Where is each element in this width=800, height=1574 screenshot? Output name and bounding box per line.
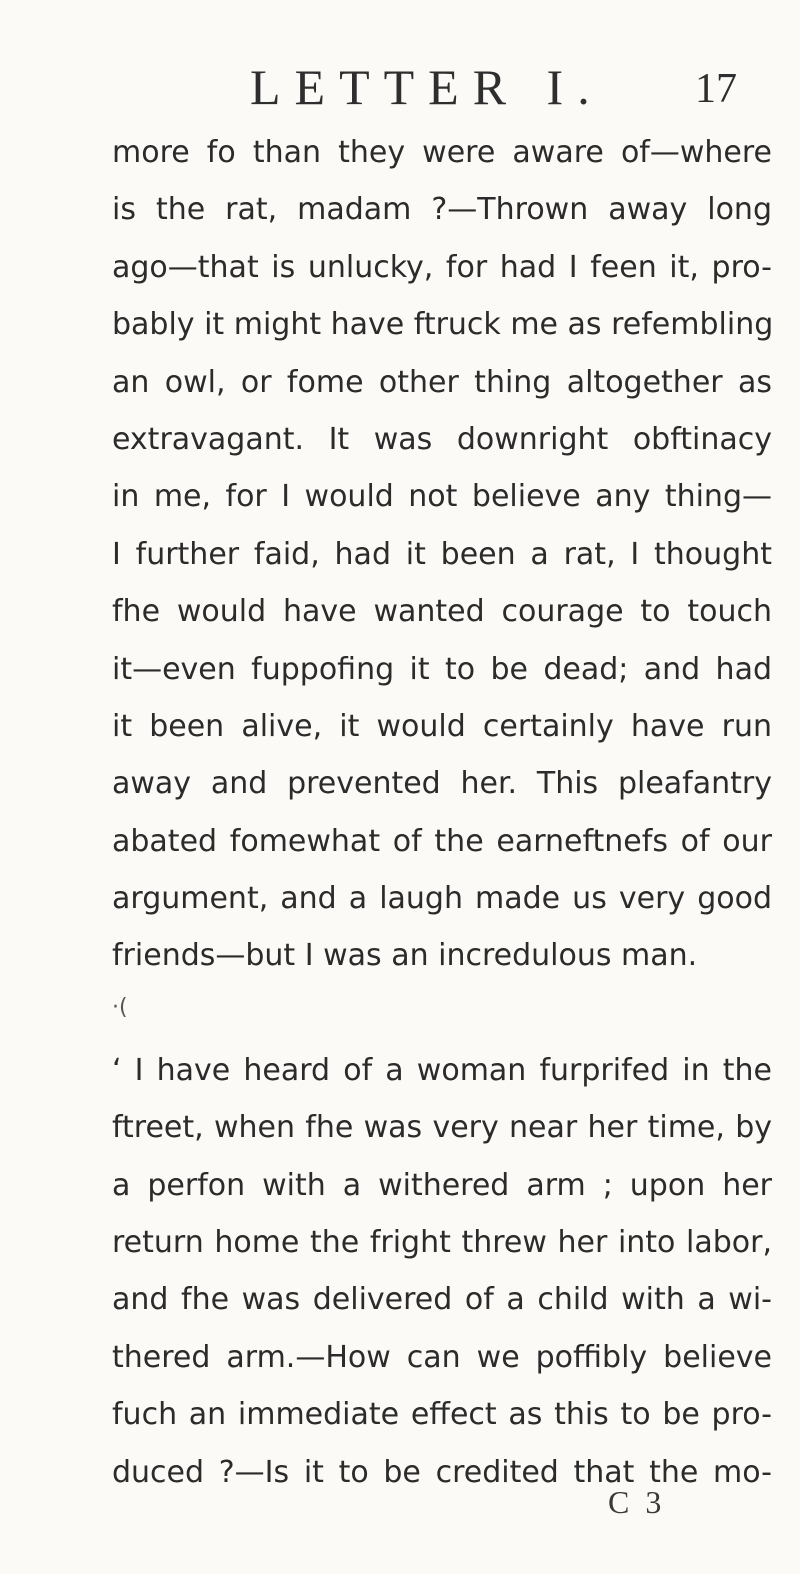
body-text <box>112 124 772 1501</box>
text-line: more fo than they were aware of—where <box>112 135 772 170</box>
text-line: ago—that is unlucky, for had I feen it, pro- <box>112 249 772 285</box>
text-line: in me, for I would not believe any thing— <box>112 479 772 515</box>
running-head <box>0 59 800 115</box>
running-title: LETTER I. <box>250 59 604 115</box>
paragraph-break <box>112 985 772 1042</box>
text-line: it—even fuppofing it to be dead; and had <box>112 651 772 687</box>
text-line: thered arm.—How can we poffibly believe <box>112 1339 772 1375</box>
text-line: an owl, or fome other thing altogether as <box>112 364 772 400</box>
text-line: argument, and a laugh made us very good <box>112 881 772 917</box>
text-line: and fhe was delivered of a child with a wi- <box>112 1282 772 1318</box>
text-line: a perfon with a withered arm ; upon her <box>112 1167 772 1203</box>
text-line: abated fomewhat of the earneftnefs of our <box>112 823 772 859</box>
text-line: is the rat, madam ?—Thrown away long <box>112 192 772 228</box>
page-number: 17 <box>695 66 737 112</box>
paragraph-1 <box>112 124 772 985</box>
text-line: duced ?—Is it to be credited that the mo- <box>112 1454 772 1490</box>
text-line: extravagant. It was downright obftinacy <box>112 421 772 457</box>
text-line: fuch an immediate effect as this to be pro- <box>112 1397 772 1433</box>
text-line: bably it might have ftruck me as refembling <box>112 307 774 343</box>
text-line: away and prevented her. This pleafantry <box>112 766 772 802</box>
signature-mark: C 3 <box>608 1484 666 1520</box>
text-line: return home the fright threw her into labor, <box>112 1225 772 1261</box>
text-line: I further faid, had it been a rat, I thought <box>112 536 772 572</box>
text-line: it been alive, it would certainly have run <box>112 708 772 744</box>
stray-mark: ·( <box>112 994 128 1020</box>
text-line: ‘ I have heard of a woman furprifed in the <box>112 1052 772 1088</box>
text-line: fhe would have wanted courage to touch <box>112 594 772 630</box>
paragraph-2 <box>112 1042 772 1501</box>
text-line: ftreet, when fhe was very near her time, by <box>112 1110 772 1146</box>
text-line: friends—but I was an incredulous man. <box>112 938 698 974</box>
